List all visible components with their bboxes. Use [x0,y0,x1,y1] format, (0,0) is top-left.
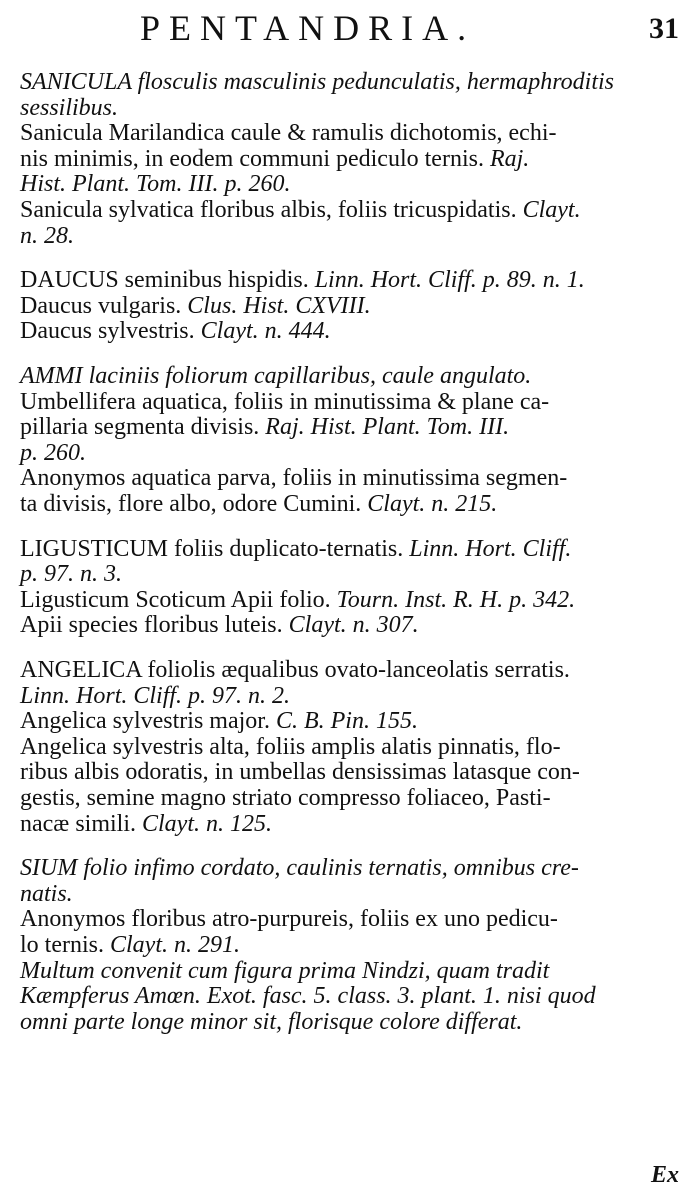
text-segment: Clayt. n. 307. [288,612,419,639]
text-segment: n. 28. [20,222,74,249]
text-segment: Raj. [489,145,530,172]
text-line [20,784,551,812]
text-line [20,119,557,147]
text-line [20,982,596,1010]
text-segment: Anonymos aquatica parva, foliis in minutissima segmen- [20,465,568,492]
text-segment: Clayt. n. 215. [367,491,498,517]
text-line [20,682,290,710]
text-segment: ta divisis, flore albo, odore Cumini. [20,491,368,517]
text-line [20,611,419,639]
text-segment: p. 260. [20,439,86,466]
text-segment: nis minimis, in eodem communi pediculo ternis. [20,145,490,172]
text-segment: ANGELICA foliolis æqualibus ovato-lanceolatis serratis. [20,657,570,683]
text-line [20,490,497,518]
text-line [20,880,73,908]
text-segment: Raj. Hist. Plant. Tom. III. [265,414,510,441]
text-segment: pillaria segmenta divisis. [20,414,266,441]
text-line [20,905,558,933]
text-segment: Ligusticum Scoticum Apii folio. [20,586,337,613]
text-line [20,535,571,563]
text-line [20,317,331,345]
text-segment: Hist. Plant. Tom. III. p. 260. [20,171,291,198]
text-line [20,560,122,588]
text-line [20,196,581,224]
text-line [20,733,561,761]
text-line [20,464,567,492]
text-segment: AMMI laciniis foliorum capillaribus, caule angulato. [20,363,532,389]
text-segment: SANICULA [20,69,138,95]
text-segment: Multum convenit cum figura prima Nindzi, quam tradit [20,957,550,984]
text-segment: Clayt. n. 444. [200,318,331,345]
text-segment: natis. [20,880,73,907]
text-line [20,94,118,122]
text-line [20,656,570,684]
text-segment: Linn. Hort. Cliff. p. 89. n. 1. [314,267,585,294]
text-line [20,145,529,173]
page-header [0,8,691,48]
text-line [20,222,74,250]
text-line [20,413,509,441]
text-line [20,707,418,735]
text-segment: Clayt. [522,197,581,223]
text-line [20,810,272,838]
text-line [20,854,579,882]
text-line [20,439,86,467]
text-segment: C. B. Pin. 155. [275,708,418,735]
text-segment: Daucus sylvestris. [20,318,201,345]
text-segment: sessilibus. [20,94,119,121]
catchword: Ex [650,1162,679,1188]
text-segment: Angelica sylvestris alta, foliis amplis alatis pinnatis, flo- [20,733,561,760]
text-line [20,586,575,614]
running-head: PENTANDRIA. [140,8,476,48]
page-number: 31 [649,12,679,45]
text-segment: Clayt. n. 291. [110,932,240,958]
text-segment: gestis, semine magno striato compresso foliaceo, Pasti- [20,785,551,811]
text-segment: p. 97. n. 3. [20,561,122,588]
text-segment: flosculis masculinis pedunculatis, hermaphroditis [137,69,615,95]
text-segment: nacæ simili. [20,810,142,837]
text-line [20,957,549,985]
text-segment: Anonymos floribus atro-purpureis, foliis ex uno pedicu- [20,906,558,933]
text-segment: Daucus vulgaris. [20,292,188,319]
text-line [20,1008,522,1036]
text-segment: Linn. Hort. Cliff. [409,535,572,562]
text-segment: Sanicula Marilandica caule & ramulis dichotomis, echi- [20,120,557,147]
text-segment: Angelica sylvestris major. [20,708,276,735]
text-line [20,931,240,959]
text-segment: Clus. Hist. CXVIII. [187,292,371,319]
text-line [20,170,290,198]
text-segment: DAUCUS seminibus hispidis. [20,267,315,294]
text-segment: Kæmpferus Amœn. Exot. fasc. 5. class. 3. plant. 1. nisi quod [20,983,596,1010]
text-line [20,292,371,320]
text-segment: LIGUSTICUM foliis duplicato-ternatis. [20,535,410,562]
text-segment: Clayt. n. 125. [142,810,272,837]
text-segment: Sanicula sylvatica floribus albis, foliis tricuspidatis. [20,197,523,223]
text-line [20,266,585,294]
text-line [20,758,580,786]
text-segment: lo ternis. [20,932,110,958]
text-line [20,68,614,96]
text-segment: Linn. Hort. Cliff. p. 97. n. 2. [20,682,291,709]
text-segment: Umbellifera aquatica, foliis in minutissima & plane ca- [20,388,550,415]
text-segment: Apii species floribus luteis. [20,612,289,639]
text-segment: omni parte longe minor sit, florisque colore differat. [20,1008,523,1035]
text-line [20,362,531,390]
text-segment: ribus albis odoratis, in umbellas densissimas latasque con- [20,759,580,786]
text-segment: Tourn. Inst. R. H. p. 342. [336,586,576,613]
text-line [20,388,549,416]
text-segment: SIUM folio infimo cordato, caulinis ternatis, omnibus cre- [20,855,579,882]
